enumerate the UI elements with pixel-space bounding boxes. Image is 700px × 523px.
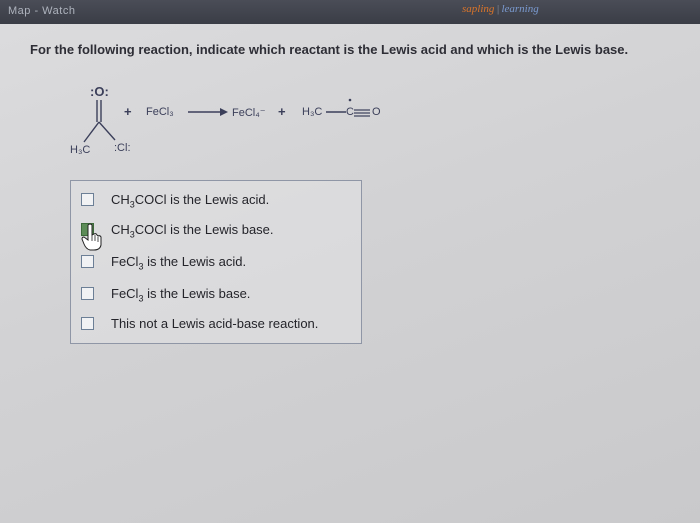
acylium-carbon: C	[346, 106, 354, 118]
option-4-label: FeCl$_3$ is the Lewis base.	[111, 286, 251, 304]
reaction-bonds	[70, 80, 430, 170]
option-3-checkbox[interactable]	[81, 255, 94, 268]
ferric-chloride: FeCl₃	[146, 106, 174, 118]
option-3-label: FeCl$_3$ is the Lewis acid.	[111, 254, 247, 272]
option-2[interactable]	[71, 215, 361, 245]
option-4[interactable]	[71, 279, 361, 309]
option-2-label: $CH_3COCl$ is the Lewis base.	[111, 222, 274, 240]
brand-name-a: sapling	[462, 3, 495, 15]
option-1[interactable]	[71, 185, 361, 215]
option-5[interactable]	[71, 309, 361, 339]
option-5-checkbox[interactable]	[81, 317, 94, 330]
carbonyl-oxygen: :O:	[90, 84, 109, 99]
option-5-label: This not a Lewis acid-base reaction.	[111, 316, 319, 331]
question-text: For the following reaction, indicate which reactant is the Lewis acid and which is the Lewis base.	[30, 42, 629, 57]
brand-logo	[462, 3, 539, 15]
tetrachloroferrate: FeCl₄⁻	[232, 107, 266, 119]
chlorine-atom: :Cl:	[114, 142, 131, 154]
brand-name-b: learning	[501, 3, 539, 15]
option-1-label: $CH_3COCl$ is the Lewis acid.	[111, 192, 270, 210]
option-1-checkbox[interactable]	[81, 193, 94, 206]
option-4-checkbox[interactable]	[81, 287, 94, 300]
hand-cursor-icon	[80, 223, 102, 251]
acylium-oxygen: O	[372, 106, 381, 118]
reaction-diagram	[70, 80, 430, 170]
top-bar	[0, 0, 700, 24]
brand-separator: |	[496, 3, 500, 15]
option-3[interactable]	[71, 247, 361, 277]
plus-sign-2: +	[278, 104, 286, 119]
plus-sign-1: +	[124, 104, 132, 119]
answer-choices	[70, 180, 362, 344]
methyl-group: H₃C	[70, 144, 91, 156]
window-title: Map - Watch	[8, 5, 76, 17]
acylium-methyl: H₃C	[302, 106, 323, 118]
